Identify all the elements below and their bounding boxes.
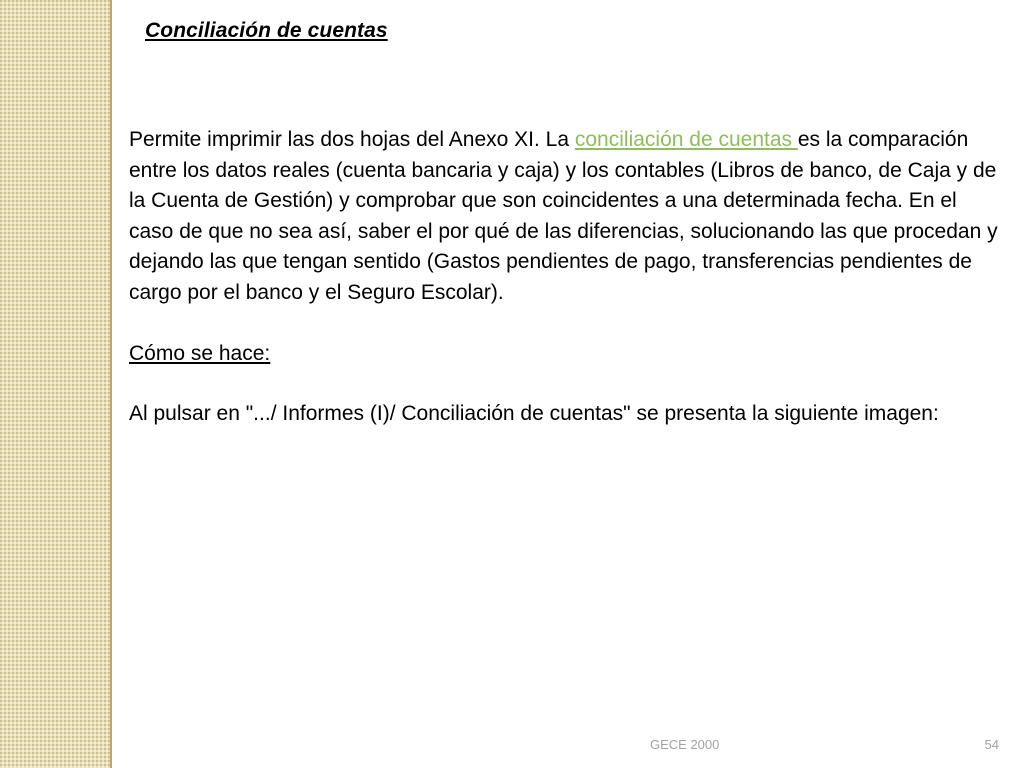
paragraph-spacer <box>129 369 999 399</box>
intro-text-before-link: Permite imprimir las dos hojas del Anexo XI. La <box>129 128 575 151</box>
instructions-paragraph: Al pulsar en ".../ Informes (I)/ Conciliación de cuentas" se presenta la siguiente imagen: <box>129 402 939 426</box>
intro-paragraph <box>129 125 999 309</box>
conciliacion-link[interactable]: conciliación de cuentas <box>574 128 798 151</box>
slide-title: Conciliación de cuentas <box>145 19 388 42</box>
slide-content <box>129 125 999 430</box>
intro-text-after-link: es la comparación entre los datos reales (cuenta bancaria y caja) y los contables (Libros de banco, de Caja y de la Cuenta de Gestión) y comprobar que son coincidentes a una determinada fecha. En el caso de que no sea así, saber el por qué de las diferencias, solucionando las que procedan y dejando las que tengan sentido (Gastos pendientes de pago, transferencias pendientes de cargo por el banco y el Seguro Escolar). <box>129 128 998 304</box>
howto-heading: Cómo se hace: <box>129 341 271 365</box>
paragraph-spacer <box>129 309 999 339</box>
footer-label: GECE 2000 <box>650 737 720 752</box>
decorative-side-band <box>0 0 112 768</box>
page-number: 54 <box>984 737 999 752</box>
